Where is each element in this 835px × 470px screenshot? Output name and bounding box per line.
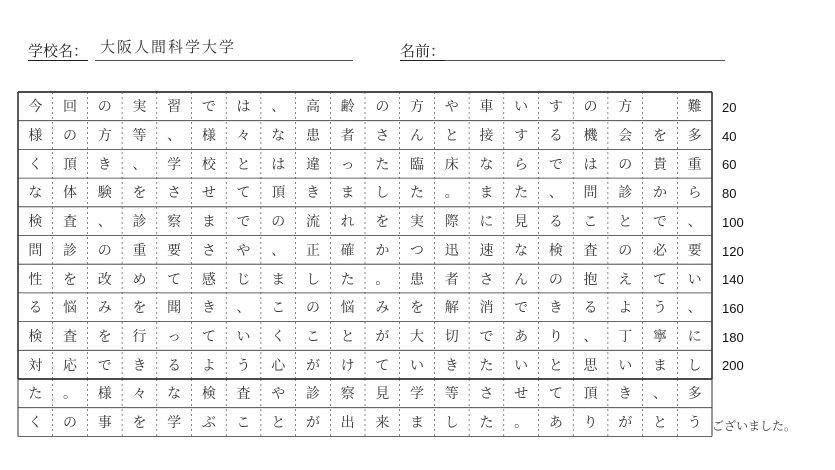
grid-cell: 、 [548, 185, 563, 202]
grid-cell: 重 [132, 242, 147, 259]
row-count-label: 120 [722, 243, 744, 259]
grid-cell: 、 [271, 99, 286, 116]
grid-cell: ん [410, 128, 425, 145]
grid-cell: る [548, 214, 563, 231]
grid-cell: 速 [479, 242, 494, 259]
grid-cell: の [618, 156, 633, 173]
row-count-label: 80 [722, 186, 737, 202]
grid-cell: 迅 [444, 242, 459, 259]
grid-cell: 問 [28, 242, 43, 259]
grid-cell: で [201, 99, 216, 116]
grid-cell: 様 [28, 128, 43, 145]
grid-cell: な [479, 156, 494, 173]
grid-cell: い [618, 357, 633, 374]
grid-cell: や [444, 99, 459, 116]
grid-cell: っ [167, 328, 182, 345]
grid-cell: の [63, 128, 78, 145]
grid-cell: 改 [97, 271, 112, 288]
grid-cell: 学 [410, 386, 425, 403]
grid-cell: 者 [444, 271, 459, 288]
grid-cell: 聞 [167, 300, 182, 317]
grid-cell: な [28, 185, 43, 202]
grid-cell: じ [236, 271, 251, 288]
grid-cell: 確 [340, 242, 355, 259]
grid-cell: 応 [63, 357, 78, 374]
grid-cell: 抱 [583, 271, 598, 288]
grid-cell: た [28, 386, 43, 403]
grid-cell: き [132, 357, 147, 374]
grid-cell: い [514, 99, 529, 116]
grid-cell: し [687, 357, 702, 374]
grid-cell: い [514, 357, 529, 374]
grid-cell: き [201, 300, 216, 317]
grid-cell: た [514, 185, 529, 202]
grid-cell: せ [201, 185, 216, 202]
grid-cell: 齢 [340, 99, 355, 116]
grid-cell: す [548, 99, 563, 116]
grid-cell: し [305, 271, 320, 288]
grid-cell: 性 [28, 271, 43, 288]
grid-cell: け [340, 357, 355, 374]
grid-cell: が [305, 357, 320, 374]
grid-cell: た [410, 185, 425, 202]
grid-cell: を [97, 328, 112, 345]
grid-cell: く [271, 328, 286, 345]
grid-cell: 床 [444, 156, 459, 173]
grid-cell: 察 [340, 386, 355, 403]
grid-cell: 検 [201, 386, 216, 403]
grid-cell: ま [479, 185, 494, 202]
grid-cell: て [167, 271, 182, 288]
grid-cell: 行 [132, 328, 147, 345]
grid-cell: み [375, 300, 390, 317]
grid-cell: や [271, 386, 286, 403]
grid-cell: 、 [236, 300, 251, 317]
grid-cell: 際 [444, 214, 459, 231]
grid-cell: く [28, 415, 43, 432]
grid-cell: の [97, 99, 112, 116]
grid-cell: 臨 [410, 156, 425, 173]
row-count-label: 20 [722, 100, 737, 115]
grid-cell: す [514, 128, 529, 145]
grid-cell: 患 [410, 271, 425, 288]
grid-cell: し [444, 415, 459, 432]
grid-cell: 丁 [618, 328, 633, 345]
grid-cell: き [305, 185, 320, 202]
grid-cell: 、 [271, 242, 286, 259]
grid-cell: が [618, 415, 633, 432]
grid-cell: い [687, 271, 702, 288]
row-count-label: 180 [722, 329, 744, 345]
grid-cell: 々 [132, 386, 147, 403]
grid-cell: 問 [583, 185, 598, 202]
grid-cell: 見 [375, 386, 390, 403]
grid-cell: こ [236, 415, 251, 432]
grid-cell: 習 [167, 99, 182, 116]
grid-cell: と [444, 128, 459, 145]
grid-cell: か [375, 242, 390, 259]
grid-cell: の [618, 242, 633, 259]
grid-cell: 違 [305, 156, 320, 173]
grid-cell: は [236, 99, 251, 116]
grid-cell: と [652, 415, 667, 432]
grid-cell: な [514, 242, 529, 259]
grid-cell: 心 [271, 357, 286, 374]
grid-cell: 検 [548, 242, 563, 259]
grid-cell: 等 [132, 128, 147, 145]
grid-cell: 要 [687, 242, 702, 259]
row-count-label: 160 [722, 300, 744, 316]
grid-cell: ま [340, 185, 355, 202]
grid-cell: 査 [63, 328, 78, 345]
grid-cell: 者 [340, 128, 355, 145]
name-label: 名前： [400, 42, 446, 60]
grid-cell: う [687, 415, 702, 432]
grid-cell: 来 [375, 415, 390, 432]
grid-cell: 験 [97, 185, 112, 202]
grid-cell: で [652, 214, 667, 231]
grid-cell: 実 [410, 214, 425, 231]
grid-cell: 、 [687, 214, 702, 231]
grid-cell: 学 [167, 415, 182, 432]
grid-cell: る [167, 357, 182, 374]
grid-cell: と [618, 214, 633, 231]
grid-cell: の [548, 271, 563, 288]
grid-cell: と [271, 415, 286, 432]
grid-cell: る [583, 300, 598, 317]
grid-cell: う [236, 357, 251, 374]
grid-cell: 。 [444, 185, 459, 202]
grid-cell: 検 [28, 214, 43, 231]
grid-cell: 高 [305, 99, 320, 116]
grid-cell: う [652, 300, 667, 317]
grid-cell: さ [201, 242, 216, 259]
row-count-label: 100 [722, 214, 744, 230]
grid-cell: め [132, 271, 147, 288]
grid-cell: の [97, 242, 112, 259]
row-count-label: 40 [722, 128, 737, 144]
grid-cell: 方 [618, 99, 633, 116]
grid-cell: か [652, 185, 667, 202]
grid-cell: る [28, 300, 43, 317]
grid-cell: 学 [167, 156, 182, 173]
grid-cell: て [375, 357, 390, 374]
grid-cell: ま [271, 271, 286, 288]
grid-cell: 切 [444, 328, 459, 345]
grid-cell: 思 [583, 357, 598, 374]
grid-cell: 。 [514, 415, 529, 432]
grid-cell: 、 [652, 386, 667, 403]
grid-cell: く [28, 156, 43, 173]
grid-cell: な [271, 128, 286, 145]
grid-cell: こ [583, 214, 598, 231]
grid-cell: れ [340, 214, 355, 231]
grid-cell: で [479, 328, 494, 345]
grid-cell: 回 [63, 99, 78, 116]
grid-cell: が [305, 415, 320, 432]
grid-cell: て [236, 185, 251, 202]
grid-cell: 、 [167, 128, 182, 145]
overflow-text: ございました。 [712, 419, 797, 433]
grid-cell: 頂 [271, 185, 286, 202]
grid-cell: せ [514, 386, 529, 403]
grid-cell: つ [410, 242, 425, 259]
grid-cell: 正 [305, 242, 320, 259]
grid-cell: 見 [514, 214, 529, 231]
grid-cell: 貴 [652, 156, 667, 173]
grid-cell: で [97, 357, 112, 374]
grid-cell: の [271, 214, 286, 231]
grid-cell: の [63, 415, 78, 432]
grid-cell: 診 [618, 185, 633, 202]
grid-cell: 様 [97, 386, 112, 403]
grid-cell: よ [201, 357, 216, 374]
grid-cell: よ [618, 300, 633, 317]
grid-cell: 頂 [583, 386, 598, 403]
grid-cell: を [652, 128, 667, 145]
grid-cell: の [583, 99, 598, 116]
grid-cell: き [97, 156, 112, 173]
grid-cell: な [167, 386, 182, 403]
grid-cell: に [687, 328, 702, 345]
grid-cell: さ [375, 128, 390, 145]
grid-cell: 接 [479, 128, 494, 145]
grid-cell: を [132, 300, 147, 317]
grid-cell: 、 [583, 328, 598, 345]
grid-cell: で [236, 214, 251, 231]
grid-cell: き [618, 386, 633, 403]
grid-cell: 悩 [340, 300, 355, 317]
grid-cell: を [375, 214, 390, 231]
grid-cell: 必 [652, 242, 667, 259]
grid-cell: 事 [97, 415, 112, 432]
grid-cell: あ [548, 415, 563, 432]
grid-cell: 、 [687, 300, 702, 317]
grid-cell: 解 [444, 300, 459, 317]
grid-cell: さ [167, 185, 182, 202]
grid-cell: 難 [687, 99, 702, 116]
grid-cell: は [271, 156, 286, 173]
grid-cell: 流 [305, 214, 320, 231]
grid-cell: を [410, 300, 425, 317]
grid-cell: 等 [444, 386, 459, 403]
grid-cell: 頂 [63, 156, 78, 173]
grid-cell: 査 [583, 242, 598, 259]
grid-cell: て [652, 271, 667, 288]
grid-cell: っ [340, 156, 355, 173]
grid-cell: ま [201, 214, 216, 231]
row-count-label: 140 [722, 272, 744, 288]
grid-cell: 車 [479, 99, 494, 116]
grid-cell: 消 [479, 300, 494, 317]
grid-cell: 診 [63, 242, 78, 259]
grid-cell: や [236, 242, 251, 259]
grid-cell: を [132, 185, 147, 202]
grid-cell: 大 [410, 328, 425, 345]
grid-cell: き [548, 300, 563, 317]
grid-cell: の [375, 99, 390, 116]
grid-cell: と [340, 328, 355, 345]
grid-cell: ま [652, 357, 667, 374]
school-label: 学校名： [28, 42, 89, 60]
grid-cell: ま [410, 415, 425, 432]
grid-cell: た [479, 415, 494, 432]
grid-cell: 寧 [652, 328, 667, 345]
grid-cell: 診 [305, 386, 320, 403]
grid-cell: は [583, 156, 598, 173]
grid-cell: 、 [97, 214, 112, 231]
grid-cell: ら [687, 185, 702, 202]
grid-cell: 方 [410, 99, 425, 116]
grid-cell: り [548, 328, 563, 345]
grid-cell: 、 [132, 156, 147, 173]
school-name-value: 大阪人間科学大学 [100, 38, 237, 56]
grid-cell: ら [514, 156, 529, 173]
grid-cell: 方 [97, 128, 112, 145]
grid-cell: み [97, 300, 112, 317]
grid-cell: り [583, 415, 598, 432]
grid-cell: を [63, 271, 78, 288]
grid-cell: い [410, 357, 425, 374]
grid-cell: で [514, 300, 529, 317]
grid-cell: 。 [63, 386, 78, 403]
grid-cell: 感 [201, 271, 216, 288]
grid-cell: 々 [236, 128, 251, 145]
grid-cell: 多 [687, 128, 702, 145]
grid-cell: 機 [583, 128, 598, 145]
grid-cell: と [236, 156, 251, 173]
grid-cell [643, 92, 678, 121]
grid-cell: 検 [28, 328, 43, 345]
grid-cell: 対 [28, 357, 43, 374]
grid-cell: に [479, 214, 494, 231]
grid-cell: 会 [618, 128, 633, 145]
row-count-label: 60 [722, 157, 737, 173]
grid-cell: 体 [63, 185, 78, 202]
grid-cell: 出 [340, 415, 355, 432]
grid-cell: 診 [132, 214, 147, 231]
grid-cell: で [548, 156, 563, 173]
grid-cell: 様 [201, 128, 216, 145]
grid-cell: 要 [167, 242, 182, 259]
grid-cell: さ [479, 386, 494, 403]
grid-cell: こ [305, 328, 320, 345]
grid-cell: え [618, 271, 633, 288]
grid-cell: た [375, 156, 390, 173]
grid-cell: 悩 [63, 300, 78, 317]
grid-cell: 察 [167, 214, 182, 231]
grid-cell: る [548, 128, 563, 145]
grid-cell: あ [514, 328, 529, 345]
grid-cell: さ [479, 271, 494, 288]
grid-cell: し [375, 185, 390, 202]
grid-cell: 多 [687, 386, 702, 403]
grid-cell: ぶ [201, 415, 216, 432]
grid-cell: の [305, 300, 320, 317]
grid-cell: と [548, 357, 563, 374]
grid-cell: 重 [687, 156, 702, 173]
grid-cell: て [548, 386, 563, 403]
grid-cell: 査 [63, 214, 78, 231]
grid-cell: ん [514, 271, 529, 288]
grid-cell: た [340, 271, 355, 288]
grid-cell: 実 [132, 99, 147, 116]
grid-cell: き [444, 357, 459, 374]
grid-cell: 校 [201, 156, 216, 173]
grid-cell: た [479, 357, 494, 374]
row-count-label: 200 [722, 358, 744, 374]
grid-cell: 。 [375, 271, 390, 288]
grid-cell: 今 [28, 99, 43, 116]
grid-cell: 査 [236, 386, 251, 403]
grid-cell: こ [271, 300, 286, 317]
grid-cell: 患 [305, 128, 320, 145]
grid-cell: て [201, 328, 216, 345]
grid-cell: を [132, 415, 147, 432]
grid-cell: が [375, 328, 390, 345]
grid-cell: い [236, 328, 251, 345]
